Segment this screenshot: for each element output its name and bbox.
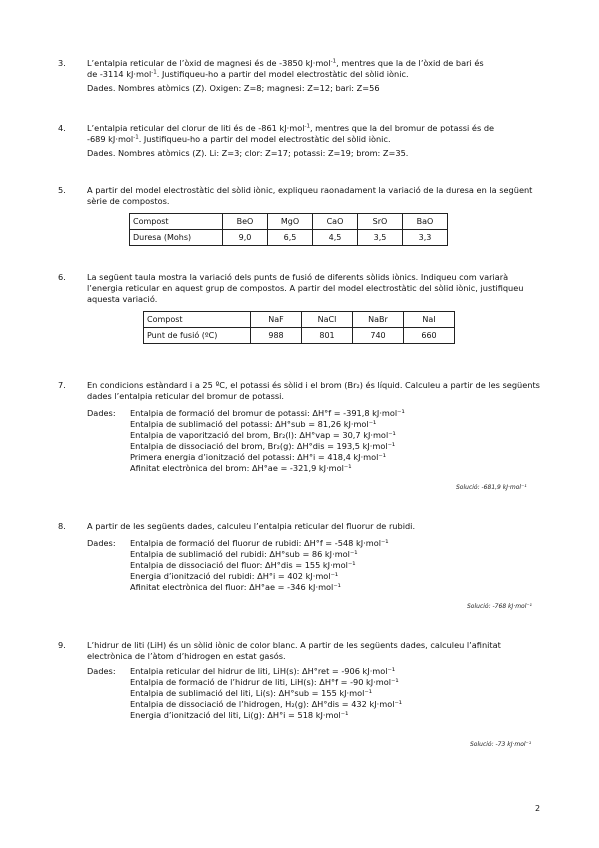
data-line: Entalpia de vaporització del brom, Br₂(l): ΔH°vap = 30,7 kJ·mol⁻¹ xyxy=(130,430,396,440)
melting-point-table xyxy=(143,311,455,344)
data-line: Entalpia de sublimació del potassi: ΔH°sub = 81,26 kJ·mol⁻¹ xyxy=(130,419,377,429)
question-number: 6. xyxy=(58,272,66,282)
question-text: A partir de les següents dades, calculeu l’entalpia reticular del fluorur de rubidi. xyxy=(87,521,416,531)
data-label: Dades: xyxy=(87,538,116,548)
table-cell: 740 xyxy=(353,328,404,344)
data-line: Afinitat electrònica del brom: ΔH°ae = -321,9 kJ·mol⁻¹ xyxy=(130,463,352,473)
data-line: Entalpia de formació del bromur de potassi: ΔH°f = -391,8 kJ·mol⁻¹ xyxy=(130,408,405,418)
question-number: 3. xyxy=(58,58,66,68)
data-line: Entalpia de dissociació del fluor: ΔH°dis = 155 kJ·mol⁻¹ xyxy=(130,560,356,570)
table-cell: NaBr xyxy=(353,312,404,328)
table-cell: 988 xyxy=(251,328,302,344)
data-line: Energia d’ionització del rubidi: ΔH°i = 402 kJ·mol⁻¹ xyxy=(130,571,339,581)
data-label: Dades: xyxy=(87,408,116,418)
data-list xyxy=(130,538,389,593)
question-4 xyxy=(58,123,546,159)
table-cell: CaO xyxy=(313,214,358,230)
data-label: Dades: xyxy=(87,666,116,676)
solution-note: Solució: -681,9 kJ·mol⁻¹ xyxy=(456,484,527,491)
data-list xyxy=(130,408,405,474)
question-6 xyxy=(58,272,546,305)
table-cell: Duresa (Mohs) xyxy=(130,230,223,246)
table-cell: Punt de fusió (ºC) xyxy=(144,328,251,344)
question-data: Dades. Nombres atòmics (Z). Oxigen: Z=8; magnesi: Z=12; bari: Z=56 xyxy=(87,83,380,93)
data-line: Entalpia de dissociació del brom, Br₂(g): ΔH°dis = 193,5 kJ·mol⁻¹ xyxy=(130,441,396,451)
table-cell: NaI xyxy=(404,312,455,328)
table-cell: 801 xyxy=(302,328,353,344)
data-line: Entalpia de sublimació del liti, Li(s): ΔH°sub = 155 kJ·mol⁻¹ xyxy=(130,688,372,698)
data-list xyxy=(130,666,402,721)
question-number: 8. xyxy=(58,521,66,531)
data-line: Entalpia reticular del hidrur de liti, LiH(s): ΔH°ret = -906 kJ·mol⁻¹ xyxy=(130,666,396,676)
data-line: Entalpia de formació del fluorur de rubidi: ΔH°f = -548 kJ·mol⁻¹ xyxy=(130,538,389,548)
table-row xyxy=(144,328,455,344)
question-text: La següent taula mostra la variació dels punts de fusió de diferents sòlids iònics. Indiqueu com variarà l’energia reticular en aquest grup de compostos. A partir del model electrostàtic del sòlid iònic, justifiqueu aquesta variació. xyxy=(87,272,524,304)
table-cell: BeO xyxy=(223,214,268,230)
data-line: Entalpia de formació de l’hidrur de liti, LiH(s): ΔH°f = -90 kJ·mol⁻¹ xyxy=(130,677,399,687)
data-line: Entalpia de sublimació del rubidi: ΔH°sub = 86 kJ·mol⁻¹ xyxy=(130,549,358,559)
table-cell: 4,5 xyxy=(313,230,358,246)
table-cell: BaO xyxy=(403,214,448,230)
question-8 xyxy=(58,521,546,532)
question-text: L’entalpia reticular del clorur de liti és de -861 kJ·mol$^{-1}$, mentres que la del bromur de potassi és de -689 kJ·mol$^{-1}$. Justifiqueu-ho a partir del model electrostàtic del sòlid iònic. xyxy=(87,123,495,144)
question-3 xyxy=(58,58,546,94)
table-cell: 660 xyxy=(404,328,455,344)
table-cell: 3,5 xyxy=(358,230,403,246)
table-cell: NaCl xyxy=(302,312,353,328)
table-cell: 9,0 xyxy=(223,230,268,246)
question-text: L’hidrur de liti (LiH) és un sòlid iònic de color blanc. A partir de les següents dades, calculeu l’afinitat electrònica de l’àtom d’hidrogen en estat gasós. xyxy=(87,640,501,661)
question-number: 7. xyxy=(58,380,66,390)
question-7 xyxy=(58,380,546,402)
data-line: Entalpia de dissociació de l’hidrogen, H₂(g): ΔH°dis = 432 kJ·mol⁻¹ xyxy=(130,699,403,709)
data-line: Afinitat electrònica del fluor: ΔH°ae = -346 kJ·mol⁻¹ xyxy=(130,582,341,592)
solution-note: Solució: -73 kJ·mol⁻¹ xyxy=(470,741,532,748)
hardness-table xyxy=(129,213,448,246)
question-data: Dades. Nombres atòmics (Z). Li: Z=3; clor: Z=17; potassi: Z=19; brom: Z=35. xyxy=(87,148,409,158)
question-number: 4. xyxy=(58,123,66,133)
table-cell: Compost xyxy=(130,214,223,230)
question-number: 9. xyxy=(58,640,66,650)
table-row xyxy=(130,230,448,246)
table-cell: Compost xyxy=(144,312,251,328)
question-text: En condicions estàndard i a 25 ºC, el potassi és sòlid i el brom (Br₂) és líquid. Calculeu a partir de les següents dades l’entalpia reticular del bromur de potassi. xyxy=(87,380,540,401)
question-9 xyxy=(58,640,546,662)
data-line: Energia d’ionització del liti, Li(g): ΔH°i = 518 kJ·mol⁻¹ xyxy=(130,710,349,720)
table-cell: 6,5 xyxy=(268,230,313,246)
table-cell: 3,3 xyxy=(403,230,448,246)
data-line: Primera energia d’ionització del potassi: ΔH°i = 418,4 kJ·mol⁻¹ xyxy=(130,452,387,462)
question-5 xyxy=(58,185,546,207)
table-header-row xyxy=(144,312,455,328)
table-cell: SrO xyxy=(358,214,403,230)
table-cell: NaF xyxy=(251,312,302,328)
page-number: 2 xyxy=(535,804,541,813)
table-header-row xyxy=(130,214,448,230)
table-cell: MgO xyxy=(268,214,313,230)
question-text: L’entalpia reticular de l’òxid de magnesi és de -3850 kJ·mol$^{-1}$, mentres que la de l’òxid de bari és de -3114 kJ·mol$^{-1}$. Justifiqueu-ho a partir del model electrostàtic del sòlid iònic. xyxy=(87,58,484,79)
question-text: A partir del model electrostàtic del sòlid iònic, expliqueu raonadament la variació de la duresa en la següent sèrie de compostos. xyxy=(87,185,533,206)
solution-note: Solució: -768 kJ·mol⁻¹ xyxy=(467,603,532,610)
question-number: 5. xyxy=(58,185,66,195)
